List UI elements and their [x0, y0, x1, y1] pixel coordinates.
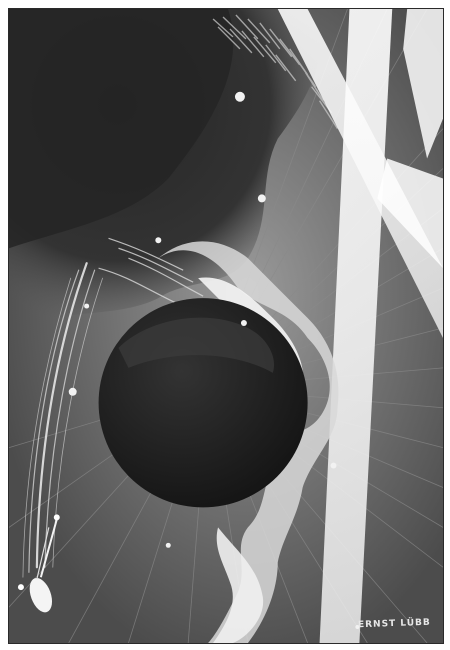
illustration-frame: [8, 8, 444, 644]
artist-signature: ERNST LÜBB: [358, 617, 432, 631]
space-scene-illustration: [9, 9, 443, 643]
